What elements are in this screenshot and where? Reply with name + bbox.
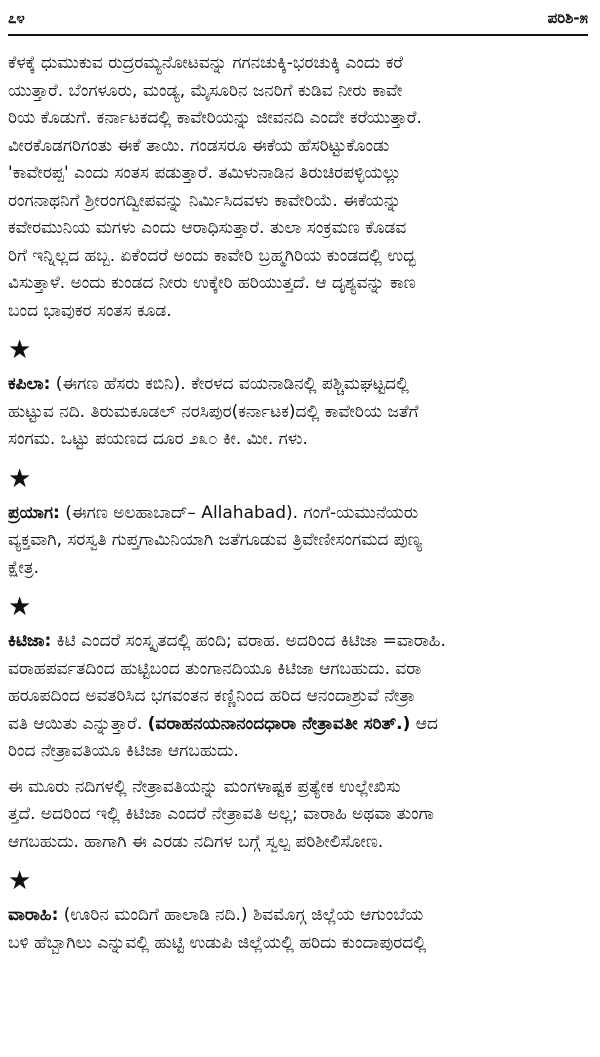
text-segment: (ಈಗಣ ಅಲಹಾಬಾದ್– Allahabad). ಗಂಗೆ-ಯಮುನೆಯರು	[59, 502, 419, 523]
text-line: ಕೆಳಕ್ಕೆ ಧುಮುಕುವ ರುದ್ರರಮ್ಯನೋಟವನ್ನು ಗಗನಚುಕ್ಕಿ-ಭರಚುಕ್ಕಿ ಎಂದು ಕರೆ	[8, 53, 404, 73]
text-line	[8, 902, 588, 930]
paragraph-kapila	[8, 371, 588, 454]
star-separator-icon: ★	[8, 335, 32, 365]
text-line: ಕವೇರಮುನಿಯ ಮಗಳು ಎಂದು ಆರಾಧಿಸುತ್ತಾರೆ. ತುಲಾ ಸಂಕ್ರಮಣ ಕೊಡವ	[8, 218, 407, 238]
page-header	[8, 6, 588, 30]
page-number: ೭೪	[8, 9, 25, 27]
text-line: ತ್ತದೆ. ಅದರಿಂದ ಇಲ್ಲಿ ಕಿಟಿಜಾ ಎಂದರೆ ನೇತ್ರಾವತಿ ಅಲ್ಲ; ವಾರಾಹಿ ಅಥವಾ ತುಂಗಾ	[8, 804, 434, 824]
paragraph-kitija	[8, 628, 588, 766]
text-line: ವ್ಯಕ್ತವಾಗಿ, ಸರಸ್ವತಿ ಗುಪ್ತಗಾಮಿನಿಯಾಗಿ ಜತೆಗೂಡುವ ತ್ರಿವೇಣೀಸಂಗಮದ ಪುಣ್ಯ	[8, 530, 423, 550]
term-prayaga: ಪ್ರಯಾಗ:	[8, 502, 60, 523]
text-line	[8, 371, 588, 399]
text-line: ಹರೂಪದಿಂದ ಅವತರಿಸಿದ ಭಗವಂತನ ಕಣ್ಣಿನಿಂದ ಹರಿದ ಆನಂದಾಶ್ರುವೆ ನೇತ್ರಾ	[8, 686, 416, 706]
text-line: ರಿಗೆ ಇನ್ನಿಲ್ಲದ ಹಬ್ಬ. ಏಕೆಂದರೆ ಅಂದು ಕಾವೇರಿ ಬ್ರಹ್ಮಗಿರಿಯ ಕುಂಡದಲ್ಲಿ ಉದ್ಭ	[8, 245, 416, 266]
paragraph-prayaga	[8, 500, 588, 583]
text-line	[8, 500, 588, 528]
text-line: ಆಗಬಹುದು. ಹಾಗಾಗಿ ಈ ಎರಡು ನದಿಗಳ ಬಗ್ಗೆ ಸ್ವಲ್ಪ ಪರಿಶೀಲಿಸೋಣ.	[8, 831, 384, 852]
paragraph-varahi	[8, 902, 588, 957]
text-line: ವಿಸುತ್ತಾಳೆ. ಅಂದು ಕುಂಡದ ನೀರು ಉಕ್ಕೇರಿ ಹರಿಯುತ್ತದೆ. ಆ ದೃಶ್ಯವನ್ನು ಕಾಣ	[8, 273, 416, 293]
text-line: 'ಕಾವೇರಪ್ಪ' ಎಂದು ಸಂತಸ ಪಡುತ್ತಾರೆ. ತಮಿಳುನಾಡಿನ ತಿರುಚಿರಪಳ್ಳಿಯಲ್ಲು	[8, 163, 402, 183]
text-line	[8, 628, 588, 656]
text-line: ವರಾಹಪರ್ವತದಿಂದ ಹುಟ್ಟಿಬಂದ ತುಂಗಾನದಿಯೂ ಕಿಟಿಜಾ ಆಗಬಹುದು. ವರಾ	[8, 658, 422, 679]
text-line: ಬಳಿ ಹೆಬ್ಬಾಗಿಲು ಎನ್ನುವಲ್ಲಿ ಹುಟ್ಟಿ ಉಡುಪಿ ಜಿಲ್ಲೆಯಲ್ಲಿ ಹರಿದು ಕುಂದಾಪುರದಲ್ಲಿ	[8, 932, 427, 953]
text-line: ರಂಗನಾಥನಿಗೆ ಶ್ರೀರಂಗದ್ವೀಪವನ್ನು ನಿರ್ಮಿಸಿದವಳು ಕಾವೇರಿಯೆ. ಈಕೆಯನ್ನು	[8, 190, 402, 211]
text-line: ಹುಟ್ಟುವ ನದಿ. ತಿರುಮಕೂಡಲ್ ನರಸಿಪುರ(ಕರ್ನಾಟಕ)ದಲ್ಲಿ ಕಾವೇರಿಯ ಜತೆಗೆ	[8, 401, 419, 422]
text-segment: ವತಿ ಆಯಿತು ಎನ್ನುತ್ತಾರೆ.	[8, 713, 143, 734]
text-line: ಕ್ಷೇತ್ರ.	[8, 557, 39, 578]
term-varahi: ವಾರಾಹಿ:	[8, 905, 59, 925]
text-line: ಬಂದ ಭಾವುಕರ ಸಂತಸ ಕೂಡ.	[8, 300, 172, 321]
term-kapila: ಕಪಿಲಾ:	[8, 374, 51, 394]
text-segment: ಆದ	[410, 713, 438, 734]
star-separator-icon: ★	[8, 592, 32, 622]
text-line: ವೀರಕೊಡಗರಿಗಂತು ಈಕೆ ತಾಯಿ. ಗಂಡಸರೂ ಈಕೆಯ ಹೆಸರಿಟ್ಟುಕೊಂಡು	[8, 135, 390, 156]
text-line: ಈ ಮೂರು ನದಿಗಳಲ್ಲಿ ನೇತ್ರಾವತಿಯನ್ನು ಮಂಗಳಾಷ್ಟಕ ಪ್ರತ್ಯೇಕ ಉಲ್ಲೇಖಿಸು	[8, 776, 401, 797]
text-segment: ಕಿಟಿ ಎಂದರೆ ಸಂಸ್ಕೃತದಲ್ಲಿ ಹಂದಿ; ವರಾಹ. ಅದರಿಂದ ಕಿಟಿಜಾ =ವಾರಾಹಿ.	[51, 631, 446, 651]
text-line	[8, 711, 588, 739]
text-segment: (ಊರಿನ ಮಂದಿಗೆ ಹಾಲಾಡಿ ನದಿ.) ಶಿವಮೊಗ್ಗ ಜಿಲ್ಲೆಯ ಆಗುಂಬೆಯ	[58, 905, 424, 925]
paragraph-summary	[8, 774, 588, 857]
star-separator-icon: ★	[8, 866, 32, 896]
sanskrit-quote: (ವರಾಹನಯನಾನಂದಧಾರಾ ನೇತ್ರಾವತೀ ಸರಿತ್.)	[147, 713, 411, 734]
term-kitija: ಕಿಟಿಜಾ:	[8, 631, 52, 651]
text-line: ಯುತ್ತಾರೆ. ಬೆಂಗಳೂರು, ಮಂಡ್ಯ, ಮೈಸೂರಿನ ಜನರಿಗೆ ಕುಡಿವ ನೀರು ಕಾವೇ	[8, 80, 403, 101]
text-line: ಸಂಗಮ. ಒಟ್ಟು ಪಯಣದ ದೂರ ೨೩೦ ಕೀ. ಮೀ. ಗಳು.	[8, 429, 308, 449]
section-label: ಪರಿಶಿ-೫	[547, 9, 588, 27]
paragraph-kaveri	[8, 50, 588, 325]
header-rule	[8, 34, 588, 36]
text-line: ರಿಯ ಕೊಡುಗೆ. ಕರ್ನಾಟಕದಲ್ಲಿ ಕಾವೇರಿಯನ್ನು ಜೀವನದಿ ಎಂದೇ ಕರೆಯುತ್ತಾರೆ.	[8, 108, 422, 128]
paragraph-gap	[8, 766, 588, 774]
text-segment: (ಈಗಣ ಹೆಸರು ಕಬಿನಿ). ಕೇರಳದ ವಯನಾಡಿನಲ್ಲಿ ಪಶ್ಚಿಮಘಟ್ಟದಲ್ಲಿ	[50, 374, 409, 394]
star-separator-icon: ★	[8, 463, 32, 494]
text-line: ರಿಂದ ನೇತ್ರಾವತಿಯೂ ಕಿಟಿಜಾ ಆಗಬಹುದು.	[8, 741, 239, 761]
